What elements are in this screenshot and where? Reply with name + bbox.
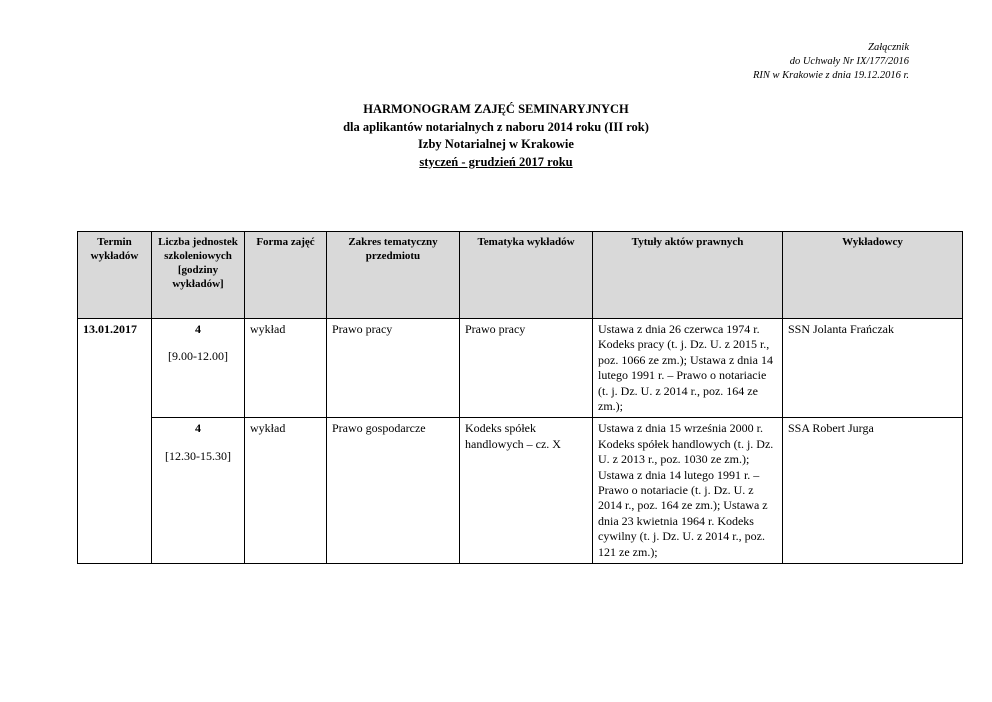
header-form: Forma zajęć	[245, 232, 327, 319]
header-units: Liczba jednostek szkoleniowych [godziny wykładów]	[152, 232, 245, 319]
title-line-2: dla aplikantów notarialnych z naboru 2014 roku (III rok)	[343, 119, 649, 134]
schedule-table	[77, 231, 963, 564]
document-title	[0, 101, 992, 171]
header-scope: Zakres tematyczny przedmiotu	[327, 232, 460, 319]
title-line-4: styczeń - grudzień 2017 roku	[419, 154, 573, 169]
annex-note	[753, 41, 909, 83]
annex-line-2: do Uchwały Nr IX/177/2016	[789, 56, 909, 67]
units-count: 4	[195, 421, 201, 436]
annex-line-3: RIN w Krakowie z dnia 19.12.2016 r.	[752, 70, 909, 81]
units-cell	[152, 418, 245, 564]
units-hours: [12.30-15.30]	[165, 448, 231, 463]
table-header-row	[78, 232, 963, 319]
lecturer-cell: SSA Robert Jurga	[783, 418, 963, 564]
table-row	[78, 418, 963, 564]
title-line-3: Izby Notarialnej w Krakowie	[418, 137, 574, 151]
lecturer-cell: SSN Jolanta Frańczak	[783, 319, 963, 418]
acts-cell: Ustawa z dnia 15 września 2000 r. Kodeks spółek handlowych (t. j. Dz. U. z 2013 r., poz. 1030 ze zm.); Ustawa z dnia 14 lutego 1991 r. – Prawo o notariacie (t. j. Dz. U. z 2014 r., poz. 164 ze zm.); Ustawa z dnia 23 kwietnia 1964 r. Kodeks cywilny (t. j. Dz. U. z 2014 r., poz. 121 ze zm.);	[593, 418, 783, 564]
header-term: Termin wykładów	[78, 232, 152, 319]
units-hours: [9.00-12.00]	[168, 349, 228, 364]
topic-cell: Kodeks spółek handlowych – cz. X	[460, 418, 593, 564]
header-acts: Tytuły aktów prawnych	[593, 232, 783, 319]
units-count: 4	[195, 322, 201, 336]
title-line-1: HARMONOGRAM ZAJĘĆ SEMINARYJNYCH	[363, 102, 629, 116]
table-row	[78, 319, 963, 418]
topic-cell: Prawo pracy	[460, 319, 593, 418]
form-cell: wykład	[245, 418, 327, 564]
units-cell	[152, 319, 245, 418]
header-lecturers: Wykładowcy	[783, 232, 963, 319]
scope-cell: Prawo gospodarcze	[327, 418, 460, 564]
scope-cell: Prawo pracy	[327, 319, 460, 418]
annex-line-1: Załącznik	[868, 42, 909, 53]
acts-cell: Ustawa z dnia 26 czerwca 1974 r. Kodeks pracy (t. j. Dz. U. z 2015 r., poz. 1066 ze zm.); Ustawa z dnia 14 lutego 1991 r. – Prawo o notariacie (t. j. Dz. U. z 2014 r., poz. 164 ze zm.);	[593, 319, 783, 418]
form-cell: wykład	[245, 319, 327, 418]
header-topic: Tematyka wykładów	[460, 232, 593, 319]
term-date: 13.01.2017	[78, 319, 152, 564]
